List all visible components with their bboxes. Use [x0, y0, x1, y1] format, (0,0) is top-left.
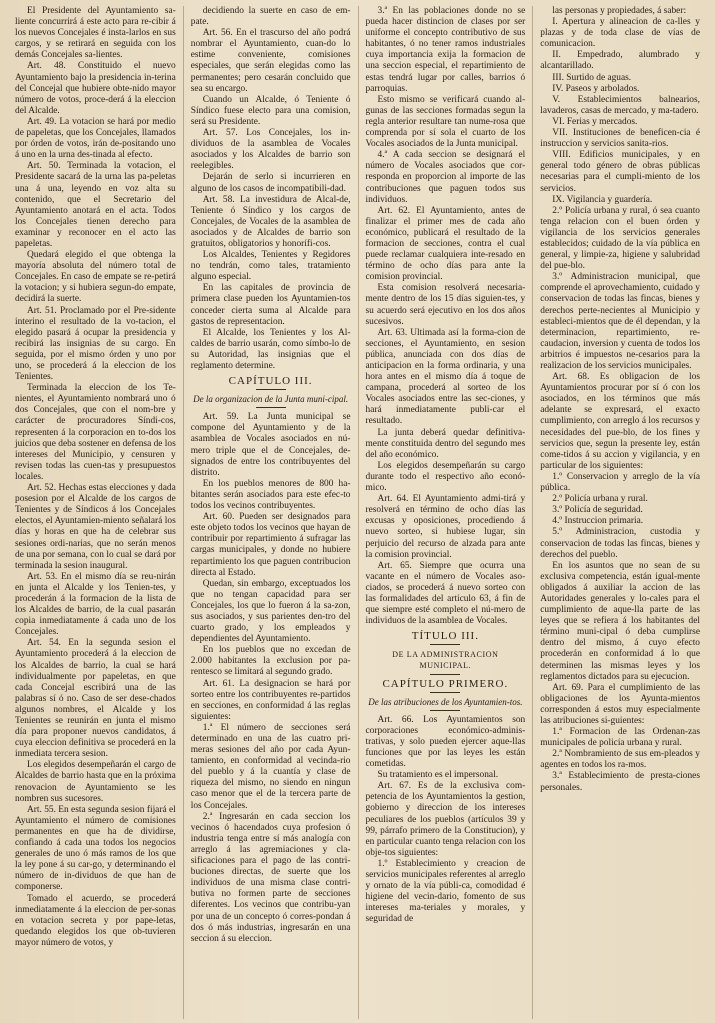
paragraph: Art. 48. Constituido el nuevo Ayuntamiento bajo la presidencia in-terina del Concejal que hubiere obte-nido mayor número de votos, proce-derá á la eleccion del Alcalde.: [15, 61, 176, 116]
section-heading: CAPÍTULO PRIMERO.: [382, 677, 509, 690]
paragraph: Los Alcaldes, Tenientes y Regidores no tendrán, como tales, tratamiento alguno especial.: [190, 250, 351, 283]
paragraph: las personas y propiedades, á saber:: [552, 6, 687, 16]
paragraph: Art. 59. La Junta municipal se compone del Ayuntamiento y de la asamblea de Vocales asociados en nú-mero triple que el de Concejales, de-signados de entre los contribuyentes del distrito.: [190, 412, 351, 478]
paragraph: Art. 61. La designacion se hará por sorteo entre los contribuyentes re-partidos en secciones, en conformidad á las reglas siguientes:: [190, 678, 351, 722]
paragraph: decidiendo la suerte en caso de em-pate.: [190, 6, 351, 28]
paragraph: Art. 58. La investidura de Alcal-de, Teniente ó Síndico y los cargos de Concejales, de Vocales de la asamblea de asociados y de Alcaldes de barrio son gratuitos, obligatorios y honorífi-cos.: [190, 194, 351, 249]
paragraph: 1.ª El número de secciones será determinado en una de las cuatro pri-meras sesiones del año por cada Ayun-tamiento, en conformidad al vecinda-rio del pueblo y á la cuantía y clase de riqueza del mismo, no siendo en ningun caso menor que el de la tercera parte de los Concejales.: [190, 722, 351, 811]
paragraph: El Alcalde, los Tenientes y los Al-caldes de barrio usarán, como símbo-lo de su Autoridad, las insignias que el reglamento determine.: [190, 327, 351, 371]
separator-rule: [430, 710, 460, 711]
paragraph: Art. 67. Es de la exclusiva com-petencia de los Ayuntamientos la gestion, gobierno y direccion de los intereses peculiares de los pueblos (artículos 39 y 99, párrafo primero de la Constitucion), y en particular cuanto tenga relacion con los obje-tos siguientes:: [365, 781, 526, 858]
column-2: [183, 6, 358, 1019]
paragraph: La junta deberá quedar definitiva-mente constituida dentro del segundo mes del año económico.: [365, 427, 526, 460]
chapter-subtitle: De las atribuciones de los Ayuntamien-tos.: [368, 696, 523, 707]
paragraph: Quedará elegido el que obtenga la mayoría absoluta del número total de Concejales. En caso de empate se re-petirá la votacion; y si hubiera segun-do empate, decidirá la suerte.: [15, 250, 176, 305]
paragraph: Art. 53. En el mismo día se reu-nirán en junta el Alcalde y los Tenien-tes, y procederán á la formacion de la lista de los Alcaldes de barrio, de la cual pasarán copia inmediatamente á cada uno de los Concejales.: [15, 571, 176, 638]
paragraph: VI. Ferias y mercados.: [552, 116, 638, 127]
paragraph: 3.ª En las poblaciones donde no se pueda hacer distincion de clases por ser uniforme el concepto contributivo de sus habitantes, ó no tener ramos industriales cuya importancia exija la formacion de una seccion especial, el repartimiento de estas tendrá lugar por calles, barrios ó parroquias.: [365, 6, 526, 94]
paragraph: 3.ª Establecimiento de presta-ciones personales.: [540, 771, 700, 793]
paragraph: 5.º Administracion, custodia y conservacion de todas las fincas, bienes y derechos del pueblo.: [540, 527, 700, 560]
paragraph: En las capitales de provincia de primera clase pueden los Ayuntamien-tos conceder cierta suma al Alcalde para gastos de representacion.: [190, 283, 351, 327]
paragraph: Art. 51. Proclamado por el Pre-sidente interino el resultado de la vo-tacion, el elegido pasará á ocupar la presidencia y recibirá las insignias de su cargo. En seguida, por el mismo órden y uno por uno, se procederá á la eleccion de los Tenientes.: [15, 305, 176, 383]
separator-rule: [430, 692, 460, 693]
paragraph: En los pueblos que no excedan de 2.000 habitantes la exclusion por pa-rentesco se limitará al segundo grado.: [190, 645, 351, 678]
paragraph: 2.ª Nombramiento de sus em-pleados y agentes en todos los ra-mos.: [540, 749, 700, 771]
paragraph: V. Establecimientos balnearios, lavaderos, casas de mercado, y ma-tadero.: [540, 94, 700, 116]
paragraph: Art. 60. Pueden ser designados para este objeto todos los vecinos que hayan de contribuir por repartimiento á sufragar las cargas municipales, y donde no hubiere repartimiento los que paguen contribucion directa al Estado.: [190, 512, 351, 578]
paragraph: IV. Paseos y arbolados.: [552, 83, 640, 94]
paragraph: Esta comision resolverá necesaria-mente dentro de los 15 días siguien-tes, y su acuerdo será ejecutivo en los dos años sucesivos.: [365, 283, 526, 327]
paragraph: 3.º Policía de seguridad.: [552, 505, 643, 516]
paragraph: En los pueblos menores de 800 ha-bitantes serán asociados para este efec-to todos los vecinos contribuyentes.: [190, 478, 351, 512]
paragraph: II. Empedrado, alumbrado y alcantarillado.: [540, 50, 700, 72]
column-1: [8, 6, 183, 1019]
paragraph: Los elegidos desempeñarán su cargo durante todo el respectivo año econó-mico.: [365, 460, 526, 494]
paragraph: 2.ª Ingresarán en cada seccion los vecinos ó hacendados cuya profesion ó industria tenga entre sí más analogía con arreglo á las agremiaciones y cla-sificaciones para el pago de las contri-buciones directas, de suerte que los individuos de una misma clase contri-butiva no formen parte de secciones diferentes. Los vecinos que contribu-yan por una de un concepto ó corres-pondan á dos ó más industrias, ingresarán en una seccion á su eleccion.: [190, 811, 351, 944]
separator-rule: [256, 407, 286, 408]
paragraph: III. Surtido de aguas.: [552, 72, 632, 83]
paragraph: En los asuntos que no sean de su exclusiva competencia, están igual-mente obligados á auxiliar la accion de las Autoridades generales y lo-cales para el cumplimiento de aque-lla parte de las leyes que se refiera á los habitantes del término muni-cipal ó deba cumplirse dentro del mismo, á cuyo efecto procederán en conformidad á lo que determinen las mismas leyes y los reglamentos dictados para su ejecucion.: [540, 560, 700, 682]
paragraph: I. Apertura y alineacion de ca-lles y plazas y de toda clase de vías de comunicacion.: [540, 17, 700, 50]
section-heading: TÍTULO III.: [411, 630, 479, 643]
paragraph: Art. 52. Hechas estas elecciones y dada posesion por el Alcalde de los cargos de Tenientes y de Síndicos á los Concejales electos, el Ayuntamien-miento señalará los días y horas en que ha de celebrar sus sesiones ordi-narias, que no serán menos de una por semana, con lo cual se dará por terminada la sesion inaugural.: [15, 483, 176, 571]
separator-rule: [430, 674, 460, 675]
paragraph: Esto mismo se verificará cuando al-gunas de las secciones formadas segun la regla anterior resultare tan nume-rosa que comprenda por sí sola el cuarto de los Vocales asociados de la Junta municipal.: [365, 94, 526, 150]
chapter-subtitle: De la organizacion de la Junta muni-cipal.: [193, 394, 349, 405]
paragraph: 4.ª A cada seccion se designará el número de Vocales asociados que cor-responda en proporcion al importe de las contribuciones que paguen todos sus individuos.: [365, 150, 526, 205]
paragraph: 3.º Administracion municipal, que comprende el aprovechamiento, cuidado y conservacion de todas las fincas, bienes y derechos perte-necientes al Municipio y estableci-mientos que de él dependan, y la determinacion, repartimiento, re-caudacion, inversion y cuenta de todos los arbitrios é impuestos ne-cesarios para la realizacion de los servicios municipales.: [540, 272, 700, 371]
text-columns: [8, 6, 707, 1019]
column-4: [532, 6, 707, 1019]
paragraph: Quedan, sin embargo, exceptuados los que no tengan capacidad para ser Concejales, los que lo fueron á la sa-zon, sus asociados, y sus parientes den-tro del cuarto grado, y los empleados y dependientes del Ayuntamiento.: [190, 578, 351, 645]
paragraph: Los elegidos desempeñarán el cargo de Alcaldes de barrio hasta que en la próxima renovacion de Ayuntamiento se les nombren sus sucesores.: [15, 760, 176, 804]
paragraph: 1.ª Formacion de las Ordenan-zas municipales de policía urbana y rural.: [540, 727, 700, 749]
section-heading: CAPÍTULO III.: [228, 375, 313, 388]
paragraph: 1.º Establecimiento y creacion de servicios municipales referentes al arreglo y ornato de la vía públi-ca, comodidad é higiene del vecin-dario, fomento de sus intereses ma-teriales y morales, y seguridad de: [365, 858, 526, 925]
separator-rule: [256, 389, 286, 390]
paragraph: Art. 50. Terminada la votacion, el Presidente sacará de la urna las pa-peletas una á una, leyendo en voz alta su contenido, que el Secretario del Ayuntamiento anotará en el acta. Todos los Concejales tienen derecho para examinar y reconocer en el acto las papeletas.: [15, 161, 176, 249]
paragraph: 2.º Policía urbana y rural, ó sea cuanto tenga relacion con el buen órden y vigilancia de los servicios generales establecidos; cuidado de la vía pública en general, y limpie-za, higiene y salubridad del pue-blo.: [540, 205, 700, 272]
paragraph: Art. 56. En el trascurso del año podrá nombrar el Ayuntamiento, cuan-do lo estime conveniente, comisiones especiales, que serán elegidas como las permanentes; pero cesarán concluido que sea su encargo.: [190, 28, 351, 94]
paragraph: Art. 62. El Ayuntamiento, antes de finalizar el primer mes de cada año económico, publicará el resultado de la formacion de secciones, contra el cual puede reclamar cualquiera inte-resado en término de ocho días para ante la comision provincial.: [365, 205, 526, 283]
separator-rule: [430, 644, 460, 645]
paragraph: Tomado el acuerdo, se procederá inmediatamente á la eleccion de per-sonas en votacion secreta y por pape-letas, quedando elegidos los que ob-tuvieren mayor número de votos, y: [15, 893, 176, 948]
paragraph: Terminada la eleccion de los Te-nientes, el Ayuntamiento nombrará uno ó dos Concejales, que con el nom-bre y carácter de procuradores Síndi-cos, representen á la corporacion en to-dos los juicios que deba sostener en defensa de los intereses del Municipio, y censuren y revisen todas las cuen-tas y presupuestos locales.: [15, 383, 176, 482]
paragraph: Art. 57. Los Concejales, los in-dividuos de la asamblea de Vocales asociados y los Alcaldes de barrio son reelegibles.: [190, 128, 351, 172]
paragraph: 4.º Instruccion primaria.: [552, 516, 644, 527]
column-3: [358, 6, 533, 1019]
paragraph: Art. 55. En esta segunda sesion fijará el Ayuntamiento el número de comisiones permanentes en que ha de dividirse, confiando á cada una todos los negocios generales de uno ó más ramos de los que la ley pone á su car-go, y determinando el número de in-dividuos de que han de componerse.: [15, 804, 176, 893]
paragraph: 1.º Conservacion y arreglo de la vía pública.: [540, 471, 700, 494]
paragraph: Su tratamiento es el impersonal.: [377, 770, 499, 781]
paragraph: Art. 64. El Ayuntamiento admi-tirá y resolverá en término de ocho días las excusas y oposiciones, procediendo á nuevo sorteo, si hubiese lugar, sin perjuicio del recurso de alzada para ante la comision provincial.: [365, 494, 526, 560]
paragraph: VII. Instituciones de beneficen-cia é instruccion y servicios sanita-rios.: [540, 128, 700, 150]
paragraph: Art. 69. Para el cumplimiento de las obligaciones de los Ayunta-mientos corresponden á estos muy especialmente las atribuciones si-guientes:: [540, 682, 700, 726]
section-heading: DE LA ADMINISTRACION MUNICIPAL.: [392, 650, 499, 671]
paragraph: IX. Vigilancia y guardería.: [552, 194, 653, 205]
paragraph: El Presidente del Ayuntamiento sa-liente concurrirá á este acto para re-cibir á los nuevos Concejales é insta-larlos en sus cargos, y se retirará en seguida con los demás Concejales sa-lientes.: [15, 6, 176, 61]
paragraph: Cuando un Alcalde, ó Teniente ó Síndico fuese electo para una comision, será su Presidente.: [190, 94, 351, 127]
paragraph: 2.º Policía urbana y rural.: [552, 494, 648, 505]
paragraph: Art. 65. Siempre que ocurra una vacante en el número de Vocales aso-ciados, se procederá á nuevo sorteo con las formalidades del artículo 63, á fin de que siempre esté completo el nú-mero de individuos de la asamblea de Vocales.: [365, 560, 526, 627]
paragraph: Art. 68. Es obligacion de los Ayuntamientos procurar por sí ó con los asociados, en los términos que más adelante se expresará, el exacto cumplimiento, con arreglo á los recursos y necesidades del pue-blo, de los fines y servicios que, segun la presente ley, están come-tidos á su accion y vigilancia, y en particular de los siguientes:: [540, 372, 700, 471]
paragraph: Art. 66. Los Ayuntamientos son corporaciones económico-adminis-trativas, y solo pueden ejercer aque-llas funciones que por las leyes les están cometidas.: [365, 714, 526, 770]
paragraph: VIII. Edificios municipales, y en general todo género de obras públicas necesarias para el cumpli-miento de los servicios.: [540, 150, 700, 194]
paragraph: Art. 49. La votacion se hará por medio de papeletas, que los Concejales, llamados por órden de votos, irán de-positando uno á uno en la urna des-tinada al efecto.: [15, 116, 176, 161]
paragraph: Art. 54. En la segunda sesion el Ayuntamiento procederá á la eleccion de los Alcaldes de barrio, la cual se hará individualmente por papeletas, en que cada Concejal escribirá una de las palabras sí ó no. Caso de ser dese-chados algunos nombres, el Alcalde y los Tenientes se reunirán en junta el mismo día para proponer nuevos candidatos, á cuya eleccion definitiva se procederá en la inmediata tercera sesion.: [15, 638, 176, 760]
paragraph: Art. 63. Ultimada así la forma-cion de secciones, el Ayuntamiento, en sesion pública, anunciada con dos días de anticipacion en la forma ordinaria, y una hora antes en el mismo día á toque de campana, procederá al sorteo de los Vocales asociados entre las sec-ciones, y hará inmediatamente publi-car el resultado.: [365, 327, 526, 427]
paragraph: Dejarán de serlo si incurrieren en alguno de los casos de incompatibili-dad.: [190, 172, 351, 194]
